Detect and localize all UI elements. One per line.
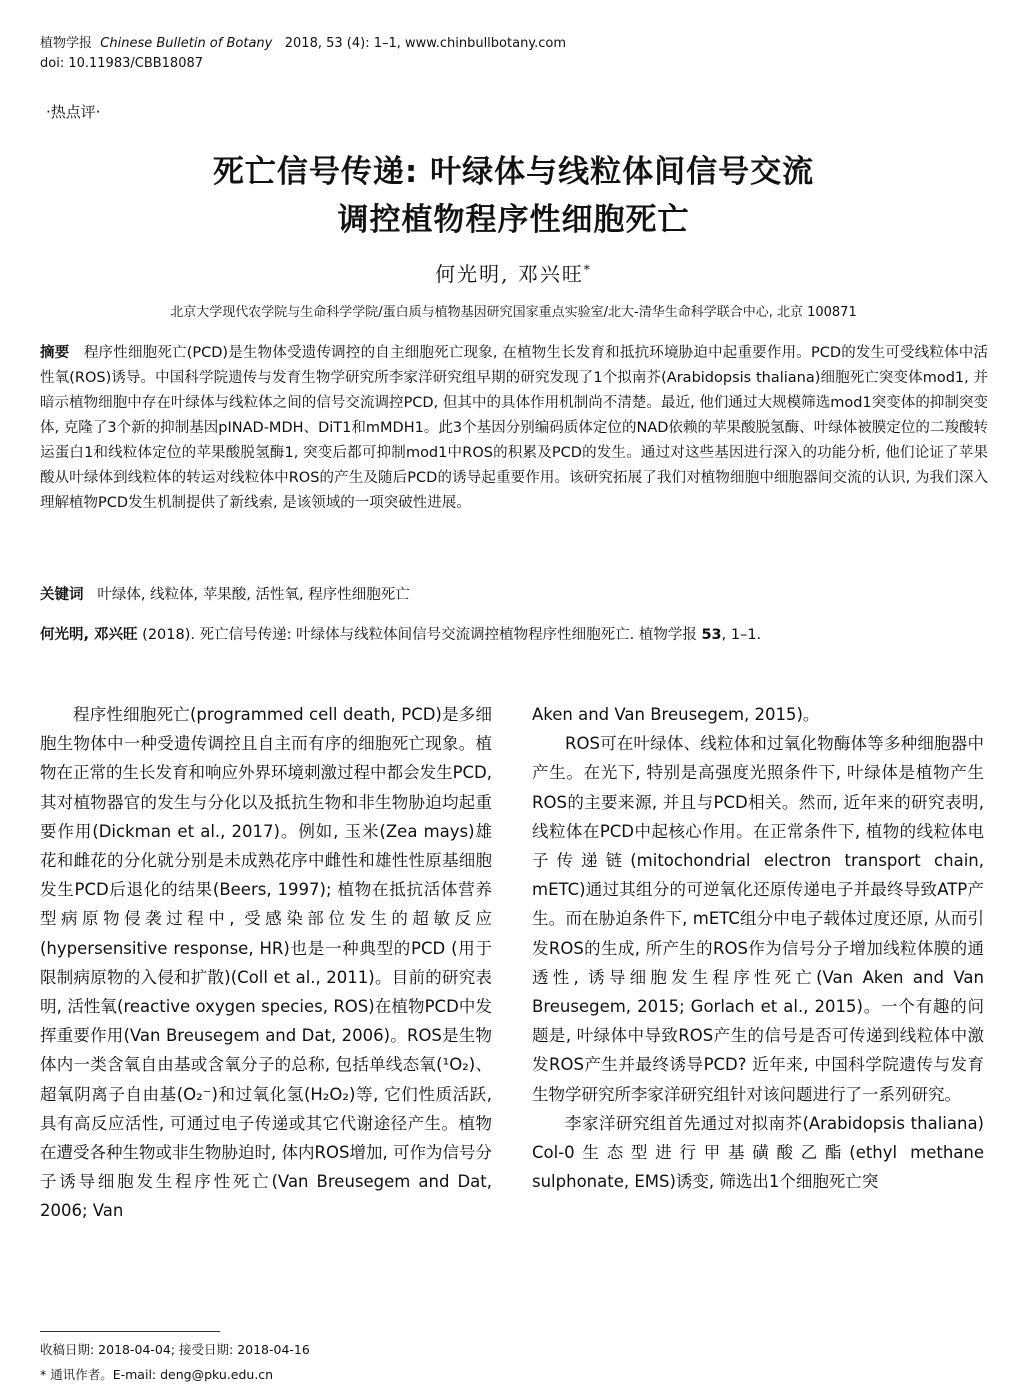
running-header: [40, 34, 566, 74]
body-column-left: [40, 700, 492, 1226]
section-label: ·热点评·: [46, 103, 101, 121]
article-title: [0, 148, 1027, 244]
journal-name-cn: 植物学报: [40, 36, 93, 51]
citation: [40, 623, 761, 644]
journal-name-en: Chinese Bulletin of Botany: [100, 36, 273, 51]
issue-info: 2018, 53 (4): 1–1, www.chinbullbotany.com: [284, 36, 567, 51]
affiliation: 北京大学现代农学院与生命科学学院/蛋白质与植物基因研究国家重点实验室/北大-清华生命科学联合中心, 北京 100871: [170, 305, 857, 320]
abstract-label: 摘要: [40, 345, 70, 361]
title-line-1: 死亡信号传递: 叶绿体与线粒体间信号交流: [212, 154, 815, 190]
footnote-corresponding: * 通讯作者。E-mail: deng@pku.edu.cn: [40, 1367, 274, 1382]
citation-text: (2018). 死亡信号传递: 叶绿体与线粒体间信号交流调控植物程序性细胞死亡. 植物学报: [142, 627, 697, 643]
body-paragraph: ROS可在叶绿体、线粒体和过氧化物酶体等多种细胞器中产生。在光下, 特别是高强度光照条件下, 叶绿体是植物产生ROS的主要来源, 并且与PCD相关。然而, 近年来的研究表明, 线粒体在PCD中起核心作用。在正常条件下, 植物的线粒体电子传递链(mitochondrial electron transport chain, mETC)通过其组分的可逆氧化还原传递电子并最终导致ATP产生。而在胁迫条件下, mETC组分中电子载体过度还原, 从而引发ROS的生成, 所产生的ROS作为信号分子增加线粒体膜的通透性, 诱导细胞发生程序性死亡(Van Aken and Van Breusegem, 2015; Gorlach et al., 2015)。一个有趣的问题是, 叶绿体中导致ROS产生的信号是否可传递到线粒体中激发ROS产生并最终诱导PCD? 近年来, 中国科学院遗传与发育生物学研究所李家洋研究组针对该问题进行了一系列研究。: [532, 734, 984, 1104]
title-line-2: 调控植物程序性细胞死亡: [337, 202, 690, 238]
corresponding-mark: *: [583, 262, 592, 277]
journal-line: [40, 34, 566, 54]
citation-pages: , 1–1.: [721, 627, 762, 643]
citation-authors: 何光明, 邓兴旺: [40, 627, 138, 643]
body-paragraph: 程序性细胞死亡(programmed cell death, PCD)是多细胞生物体中一种受遗传调控且自主而有序的细胞死亡现象。植物在正常的生长发育和响应外界环境刺激过程中都会发生PCD, 其对植物器官的发生与分化以及抵抗生物和非生物胁迫均起重要作用(Dickman et al., 2017)。例如, 玉米(Zea mays)雄花和雌花的分化就分别是未成熟花序中雌性和雄性性原基细胞发生PCD后退化的结果(Beers, 1997); 植物在抵抗活体营养型病原物侵袭过程中, 受感染部位发生的超敏反应(hypersensitive response, HR)也是一种典型的PCD (用于限制病原物的入侵和扩散)(Coll et al., 2011)。目前的研究表明, 活性氧(reactive oxygen species, ROS)在植物PCD中发挥重要作用(Van Breusegem and Dat, 2006)。ROS是生物体内一类含氧自由基或含氧分子的总称, 包括单线态氧(¹O₂)、超氧阴离子自由基(O₂⁻)和过氧化氢(H₂O₂)等, 它们性质活跃, 具有高反应活性, 可通过电子传递或其它代谢途径产生。植物在遭受各种生物或非生物胁迫时, 体内ROS增加, 可作为信号分子诱导细胞发生程序性死亡(Van Breusegem and Dat, 2006; Van: [40, 705, 492, 1221]
body-paragraph: 李家洋研究组首先通过对拟南芥(Arabidopsis thaliana) Col-0生态型进行甲基磺酸乙酯(ethyl methane sulphonate, EMS)诱变, 筛选出1个细胞死亡突: [532, 1113, 984, 1192]
authors: [0, 258, 1027, 287]
footnote-dates: 收稿日期: 2018-04-04; 接受日期: 2018-04-16: [40, 1342, 310, 1357]
abstract: [40, 341, 988, 516]
body-column-right: [532, 700, 984, 1196]
doi: doi: 10.11983/CBB18087: [40, 56, 204, 71]
citation-volume: 53: [701, 627, 722, 643]
keywords-label: 关键词: [40, 587, 84, 603]
keywords-text: 叶绿体, 线粒体, 苹果酸, 活性氧, 程序性细胞死亡: [97, 587, 410, 603]
keywords: [40, 583, 410, 604]
body-paragraph: Aken and Van Breusegem, 2015)。: [532, 705, 820, 724]
author-names: 何光明, 邓兴旺: [435, 262, 584, 286]
footnote-divider: [40, 1331, 220, 1332]
abstract-text: 程序性细胞死亡(PCD)是生物体受遗传调控的自主细胞死亡现象, 在植物生长发育和抵抗环境胁迫中起重要作用。PCD的发生可受线粒体中活性氧(ROS)诱导。中国科学院遗传与发育生物学研究所李家洋研究组早期的研究发现了1个拟南芥(Arabidopsis thaliana)细胞死亡突变体mod1, 并暗示植物细胞中存在叶绿体与线粒体之间的信号交流调控PCD, 但其中的具体作用机制尚不清楚。最近, 他们通过大规模筛选mod1突变体的抑制突变体, 克隆了3个新的抑制基因pINAD-MDH、DiT1和mMDH1。此3个基因分别编码质体定位的NAD依赖的苹果酸脱氢酶、叶绿体被膜定位的二羧酸转运蛋白1和线粒体定位的苹果酸脱氢酶1, 突变后都可抑制mod1中ROS的积累及PCD的发生。通过对这些基因进行深入的功能分析, 他们论证了苹果酸从叶绿体到线粒体的转运对线粒体中ROS的产生及随后PCD的诱导起重要作用。该研究拓展了我们对植物细胞中细胞器间交流的认识, 为我们深入理解植物PCD发生机制提供了新线索, 是该领域的一项突破性进展。: [40, 345, 989, 511]
